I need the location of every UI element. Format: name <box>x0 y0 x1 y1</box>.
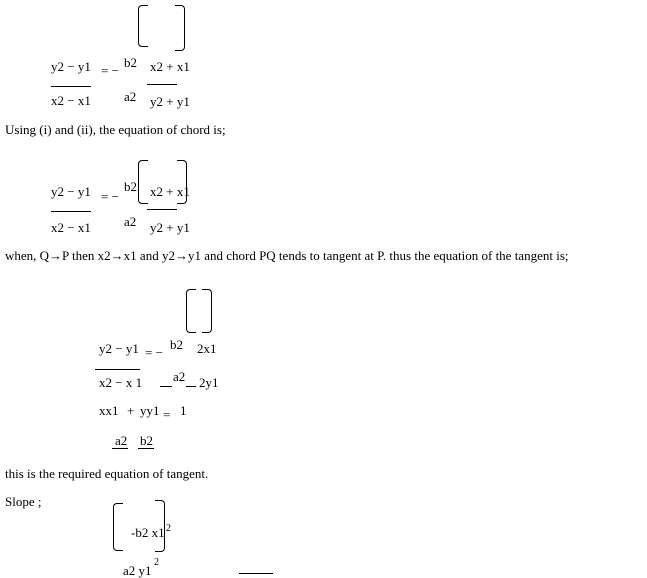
bracket-left <box>138 5 148 47</box>
a-squared: a2 <box>173 369 186 384</box>
plus-sign: + <box>127 403 135 418</box>
numerator-right: 2x1 <box>197 341 217 356</box>
slope-denominator: a2 y1 <box>123 563 152 578</box>
a-squared: a2 <box>124 214 137 229</box>
bracket-left <box>138 160 148 204</box>
a-squared: a2 <box>115 433 128 448</box>
fraction-bar <box>239 573 273 574</box>
denominator-right: y2 + y1 <box>150 220 190 235</box>
paragraph-when: when, Q→P then x2→x1 and y2→y1 and chord PQ tends to tangent at P. thus the equation of the tangent is; <box>5 248 569 263</box>
denominator-left: x2 − x1 <box>51 93 91 108</box>
b-squared: b2 <box>124 179 137 194</box>
slope-denominator-power: 2 <box>154 557 159 568</box>
fraction-bar <box>95 369 140 370</box>
fraction-bar <box>186 386 196 387</box>
numerator-left: y2 − y1 <box>99 341 139 356</box>
bracket-left <box>186 289 196 333</box>
denominator-right: 2y1 <box>199 375 219 390</box>
denominator-right: y2 + y1 <box>150 94 190 109</box>
term-xx1: xx1 <box>99 403 119 418</box>
fraction-bar <box>51 86 91 87</box>
numerator-left: y2 − y1 <box>51 59 91 74</box>
fraction-bar <box>147 209 177 210</box>
fraction-bar <box>51 211 91 212</box>
equals-minus: = − <box>101 63 119 78</box>
bracket-right <box>175 5 185 51</box>
slope-numerator: -b2 x1 <box>131 525 165 540</box>
fraction-bar <box>147 84 177 85</box>
bracket-left <box>113 503 123 551</box>
equals-sign: = <box>163 407 171 422</box>
denominator-left: x2 − x1 <box>51 220 91 235</box>
one: 1 <box>180 403 187 418</box>
paragraph-required: this is the required equation of tangent. <box>5 466 209 481</box>
numerator-left: y2 − y1 <box>51 184 91 199</box>
term-yy1: yy1 <box>140 403 160 418</box>
slope-power: 2 <box>166 523 171 534</box>
fraction-bar <box>160 386 172 387</box>
denominator-left: x2 − x 1 <box>99 375 143 390</box>
equals-minus: = − <box>101 189 119 204</box>
b-squared: b2 <box>170 337 183 352</box>
b-squared: b2 <box>124 55 137 70</box>
slope-label: Slope ; <box>5 494 42 509</box>
numerator-right: x2 + x1 <box>150 184 190 199</box>
bracket-right <box>202 289 212 333</box>
equals-minus: = − <box>145 345 163 360</box>
fraction-bar <box>138 448 154 449</box>
a-squared: a2 <box>124 89 137 104</box>
paragraph-using: Using (i) and (ii), the equation of chord is; <box>5 122 226 137</box>
numerator-right: x2 + x1 <box>150 59 190 74</box>
fraction-bar <box>112 448 128 449</box>
b-squared: b2 <box>140 433 153 448</box>
